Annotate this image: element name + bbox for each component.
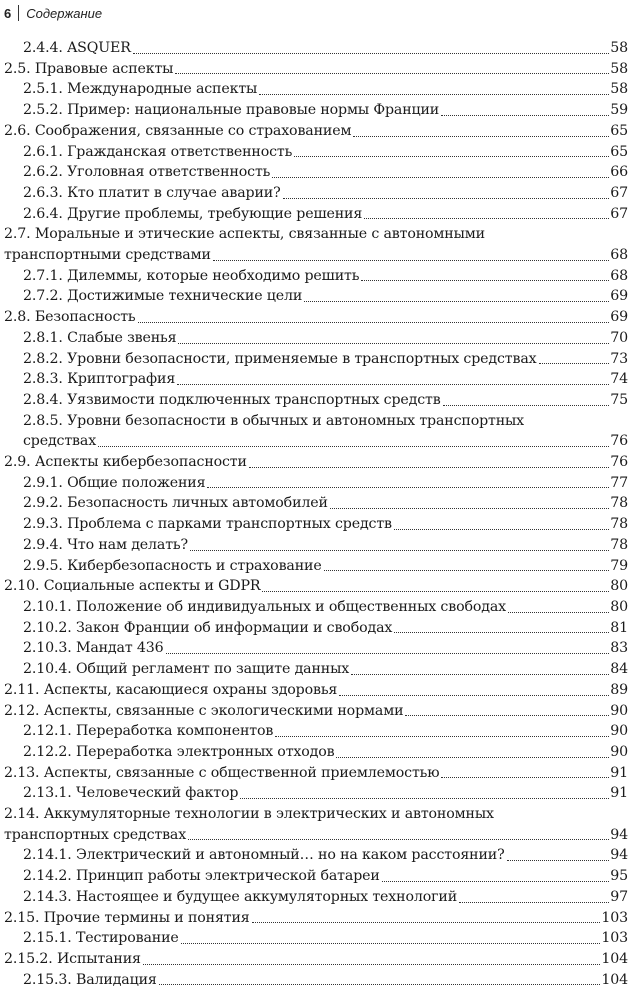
dot-leader (441, 777, 609, 778)
toc-entry[interactable] (4, 970, 628, 991)
dot-leader (283, 198, 610, 199)
toc-entry-title: 2.9.2. Безопасность личных автомобилей (23, 495, 328, 512)
toc-entry-title: 2.12.1. Переработка компонентов (23, 723, 274, 740)
toc-entry-title-continued: средствах (23, 433, 97, 450)
toc-entry-page: 104 (601, 971, 628, 988)
toc-entry-title: 2.15.3. Валидация (23, 971, 157, 988)
toc-entry-title: 2.6.3. Кто платит в случае аварии? (23, 184, 281, 201)
toc-entry-page: 66 (610, 164, 628, 181)
dot-leader (178, 343, 609, 344)
toc-entry-page: 91 (610, 785, 628, 802)
toc-entry-title: 2.7.1. Дилеммы, которые необходимо решить (23, 267, 360, 284)
toc-entry-title: 2.10.3. Мандат 436 (23, 640, 164, 657)
toc-entry-page: 68 (610, 267, 628, 284)
dot-leader (252, 922, 601, 923)
dot-leader (98, 446, 609, 447)
toc-entry-title: 2.9.3. Проблема с парками транспортных средств (23, 516, 392, 533)
toc-entry-title: 2.12.2. Переработка электронных отходов (23, 743, 335, 760)
dot-leader (262, 591, 609, 592)
dot-leader (441, 115, 609, 116)
toc-entry[interactable] (4, 390, 628, 411)
dot-leader (207, 487, 609, 488)
toc-entry-page: 81 (610, 619, 628, 636)
table-of-contents (4, 38, 628, 990)
toc-entry[interactable] (4, 100, 628, 121)
toc-entry-title: 2.12. Аспекты, связанные с экологическими нормами (4, 702, 404, 719)
toc-entry[interactable] (4, 556, 628, 577)
toc-entry[interactable] (4, 949, 628, 970)
toc-entry[interactable] (4, 804, 628, 845)
toc-entry[interactable] (4, 783, 628, 804)
toc-entry-page: 80 (610, 578, 628, 595)
dot-leader (339, 695, 609, 696)
dot-leader (249, 467, 609, 468)
toc-entry-page: 67 (610, 184, 628, 201)
toc-entry[interactable] (4, 328, 628, 349)
toc-entry-page: 69 (610, 288, 628, 305)
toc-entry-title: 2.7. Моральные и этические аспекты, связанные с автономными (4, 226, 485, 243)
toc-entry-title: 2.8.1. Слабые звенья (23, 329, 177, 346)
toc-entry-page: 84 (610, 661, 628, 678)
toc-entry-title: 2.8.3. Криптография (23, 371, 176, 388)
toc-entry-title: 2.10.2. Закон Франции об информации и свободах (23, 619, 393, 636)
toc-entry[interactable] (4, 473, 628, 494)
toc-entry[interactable] (4, 59, 628, 80)
toc-entry-page: 78 (610, 495, 628, 512)
toc-entry[interactable] (4, 452, 628, 473)
toc-entry[interactable] (4, 597, 628, 618)
toc-entry-title: 2.5. Правовые аспекты (4, 60, 174, 77)
toc-entry-title: 2.15. Прочие термины и понятия (4, 909, 250, 926)
dot-leader (188, 839, 609, 840)
dot-leader (336, 757, 609, 758)
toc-entry-title: 2.9. Аспекты кибербезопасности (4, 454, 247, 471)
toc-entry-title: 2.10. Социальные аспекты и GDPR (4, 578, 261, 595)
dot-leader (364, 218, 609, 219)
toc-entry[interactable] (4, 763, 628, 784)
dot-leader (294, 156, 609, 157)
toc-entry-title-continued: транспортными средствами (4, 247, 211, 264)
dot-leader (361, 280, 609, 281)
toc-entry-title: 2.9.5. Кибербезопасность и страхование (23, 557, 322, 574)
toc-entry[interactable] (4, 701, 628, 722)
toc-entry[interactable] (4, 928, 628, 949)
header-divider (18, 5, 19, 21)
toc-entry[interactable] (4, 411, 628, 452)
toc-entry-page: 95 (610, 868, 628, 885)
toc-entry-page: 94 (610, 826, 628, 843)
toc-entry-title: 2.5.2. Пример: национальные правовые нормы Франции (23, 102, 440, 119)
toc-entry[interactable] (4, 142, 628, 163)
dot-leader (177, 384, 609, 385)
toc-entry-page: 91 (610, 764, 628, 781)
toc-entry-title: 2.9.4. Что нам делать? (23, 536, 188, 553)
dot-leader (133, 53, 609, 54)
dot-leader (213, 260, 609, 261)
toc-entry-page: 75 (610, 391, 628, 408)
toc-entry-page: 80 (610, 598, 628, 615)
dot-leader (394, 529, 609, 530)
toc-entry[interactable] (4, 618, 628, 639)
toc-entry-page: 103 (601, 909, 628, 926)
toc-entry-page: 74 (610, 371, 628, 388)
toc-entry-page: 90 (610, 723, 628, 740)
toc-entry-page: 73 (610, 350, 628, 367)
toc-entry[interactable] (4, 680, 628, 701)
toc-entry-page: 83 (610, 640, 628, 657)
dot-leader (459, 902, 609, 903)
toc-entry-page: 79 (610, 557, 628, 574)
toc-entry[interactable] (4, 742, 628, 763)
toc-entry-title: 2.14.2. Принцип работы электрической батареи (23, 868, 380, 885)
toc-entry[interactable] (4, 866, 628, 887)
toc-entry-title: 2.15.1. Тестирование (23, 930, 179, 947)
dot-leader (275, 736, 609, 737)
toc-entry-title: 2.8. Безопасность (4, 309, 136, 326)
toc-entry-page: 65 (610, 122, 628, 139)
dot-leader (382, 881, 610, 882)
toc-entry-page: 90 (610, 702, 628, 719)
toc-entry-title: 2.6.2. Уголовная ответственность (23, 164, 271, 181)
toc-entry-title: 2.6.4. Другие проблемы, требующие решения (23, 205, 363, 222)
toc-entry-page: 78 (610, 516, 628, 533)
dot-leader (159, 984, 601, 985)
dot-leader (405, 715, 609, 716)
toc-entry-title: 2.9.1. Общие положения (23, 474, 206, 491)
dot-leader (324, 570, 610, 571)
toc-entry[interactable] (4, 79, 628, 100)
toc-entry[interactable] (4, 887, 628, 908)
toc-entry-title: 2.15.2. Испытания (4, 950, 141, 967)
toc-entry-page: 90 (610, 743, 628, 760)
toc-entry-title: 2.13. Аспекты, связанные с общественной приемлемостью (4, 764, 440, 781)
toc-entry-page: 94 (610, 847, 628, 864)
toc-entry-title: 2.8.2. Уровни безопасности, применяемые в транспортных средствах (23, 350, 537, 367)
toc-entry[interactable] (4, 183, 628, 204)
toc-entry-title: 2.14.1. Электрический и автономный… но на каком расстоянии? (23, 847, 505, 864)
dot-leader (143, 964, 601, 965)
dot-leader (539, 363, 610, 364)
dot-leader (181, 943, 601, 944)
toc-entry[interactable] (4, 638, 628, 659)
dot-leader (190, 550, 609, 551)
page-number: 6 (4, 5, 12, 21)
toc-entry-title-continued: транспортных средствах (4, 826, 187, 843)
toc-entry[interactable] (4, 535, 628, 556)
dot-leader (272, 177, 609, 178)
toc-entry-title: 2.10.1. Положение об индивидуальных и общественных свободах (23, 598, 506, 615)
dot-leader (175, 73, 609, 74)
dot-leader (138, 322, 610, 323)
toc-entry[interactable] (4, 659, 628, 680)
toc-entry-page: 78 (610, 536, 628, 553)
toc-entry-page: 58 (610, 81, 628, 98)
toc-entry[interactable] (4, 307, 628, 328)
toc-entry[interactable] (4, 721, 628, 742)
toc-entry-page: 68 (610, 247, 628, 264)
toc-entry-title: 2.14.3. Настоящее и будущее аккумуляторных технологий (23, 888, 457, 905)
toc-entry-page: 58 (610, 40, 628, 56)
toc-entry-page: 89 (610, 681, 628, 698)
dot-leader (240, 798, 609, 799)
dot-leader (166, 653, 610, 654)
toc-entry-title: 2.6.1. Гражданская ответственность (23, 143, 293, 160)
dot-leader (353, 136, 609, 137)
toc-entry-title: 2.4.4. ASQUER (23, 40, 131, 56)
toc-entry-title: 2.11. Аспекты, касающиеся охраны здоровья (4, 681, 338, 698)
toc-entry-page: 76 (610, 433, 628, 450)
toc-entry[interactable] (4, 266, 628, 287)
dot-leader (394, 632, 609, 633)
toc-entry-title: 2.10.4. Общий регламент по защите данных (23, 661, 350, 678)
dot-leader (304, 301, 609, 302)
dot-leader (507, 860, 610, 861)
toc-entry-title: 2.8.5. Уровни безопасности в обычных и автономных транспортных (23, 412, 525, 429)
toc-entry-page: 103 (601, 930, 628, 947)
toc-entry-page: 58 (610, 60, 628, 77)
toc-entry-title: 2.6. Соображения, связанные со страхованием (4, 122, 352, 139)
toc-entry-page: 69 (610, 309, 628, 326)
toc-entry[interactable] (4, 224, 628, 265)
running-header (4, 2, 102, 24)
dot-leader (443, 405, 610, 406)
toc-entry-page: 67 (610, 205, 628, 222)
toc-entry-page: 77 (610, 474, 628, 491)
dot-leader (508, 612, 609, 613)
toc-entry[interactable] (4, 514, 628, 535)
toc-entry[interactable] (4, 38, 628, 59)
toc-entry[interactable] (4, 576, 628, 597)
toc-entry[interactable] (4, 908, 628, 929)
toc-entry-title: 2.5.1. Международные аспекты (23, 81, 258, 98)
dot-leader (259, 94, 609, 95)
toc-entry[interactable] (4, 204, 628, 225)
toc-entry-page: 70 (610, 329, 628, 346)
toc-entry-page: 59 (610, 102, 628, 119)
dot-leader (351, 674, 609, 675)
running-header-title: Содержание (26, 5, 103, 21)
toc-entry-title: 2.7.2. Достижимые технические цели (23, 288, 303, 305)
toc-entry-page: 65 (610, 143, 628, 160)
toc-entry[interactable] (4, 349, 628, 370)
toc-entry-title: 2.13.1. Человеческий фактор (23, 785, 239, 802)
toc-entry-page: 76 (610, 454, 628, 471)
toc-entry[interactable] (4, 369, 628, 390)
toc-entry-page: 104 (601, 950, 628, 967)
toc-entry[interactable] (4, 493, 628, 514)
toc-entry-page: 97 (610, 888, 628, 905)
toc-entry[interactable] (4, 162, 628, 183)
toc-entry-title: 2.14. Аккумуляторные технологии в электрических и автономных (4, 806, 494, 823)
dot-leader (330, 508, 609, 509)
toc-entry-title: 2.8.4. Уязвимости подключенных транспортных средств (23, 391, 441, 408)
toc-entry[interactable] (4, 121, 628, 142)
toc-entry[interactable] (4, 845, 628, 866)
toc-entry[interactable] (4, 286, 628, 307)
